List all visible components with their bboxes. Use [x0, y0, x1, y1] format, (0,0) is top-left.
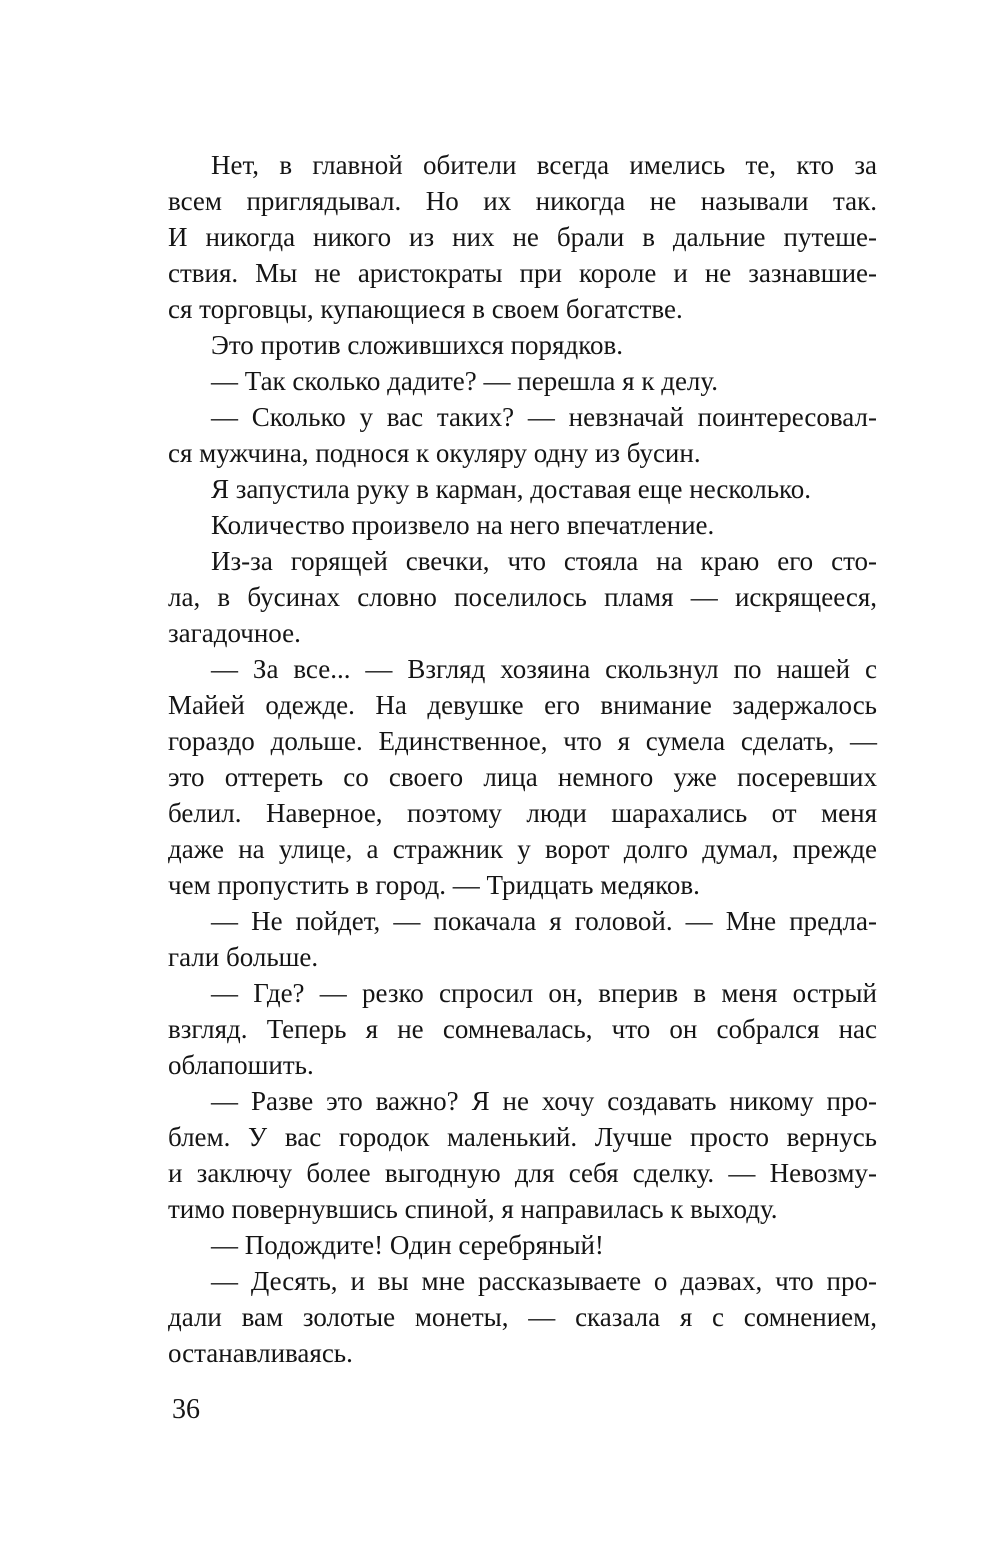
- text-line: Это против сложившихся порядков.: [211, 330, 623, 360]
- text-line: — Десять, и вы мне рассказываете о даэвах, что про-: [211, 1266, 877, 1296]
- text-line: даже на улице, а стражник у ворот долго думал, прежде: [168, 834, 877, 864]
- text-line: облапошить.: [168, 1050, 314, 1080]
- text-line: ла, в бусинах словно поселилось пламя — искрящееся,: [168, 582, 877, 612]
- text-line: — Не пойдет, — покачала я головой. — Мне предла-: [211, 906, 877, 936]
- text-line: чем пропустить в город. — Тридцать медяков.: [168, 870, 700, 900]
- text-line: ствия. Мы не аристократы при короле и не зазнавшие-: [168, 258, 877, 288]
- text-line: останавливаясь.: [168, 1338, 353, 1368]
- text-line: дали вам золотые монеты, — сказала я с сомнением,: [168, 1302, 877, 1332]
- text-line: и заключу более выгодную для себя сделку. — Невозму-: [168, 1158, 877, 1188]
- text-line: — Сколько у вас таких? — невзначай поинтересовал-: [211, 402, 877, 432]
- text-line: ся мужчина, поднося к окуляру одну из бусин.: [168, 438, 701, 468]
- page-number: 36: [172, 1394, 200, 1425]
- text-line: гали больше.: [168, 942, 319, 972]
- text-line: — За все... — Взгляд хозяина скользнул по нашей с: [211, 654, 877, 684]
- text-line: — Подождите! Один серебряный!: [211, 1230, 604, 1260]
- text-line: ся торговцы, купающиеся в своем богатстве.: [168, 294, 683, 324]
- text-line: Количество произвело на него впечатление.: [211, 510, 715, 540]
- text-line: загадочное.: [168, 618, 301, 648]
- text-line: Из-за горящей свечки, что стояла на краю его сто-: [211, 546, 877, 576]
- text-line: — Так сколько дадите? — перешла я к делу.: [211, 366, 718, 396]
- text-line: Майей одежде. На девушке его внимание задержалось: [168, 690, 877, 720]
- text-line: взгляд. Теперь я не сомневалась, что он собрался нас: [168, 1014, 877, 1044]
- text-line: Нет, в главной обители всегда имелись те, кто за: [211, 150, 877, 180]
- text-line: белил. Наверное, поэтому люди шарахались от меня: [168, 798, 877, 828]
- text-line: тимо повернувшись спиной, я направилась к выходу.: [168, 1194, 778, 1224]
- text-line: это оттереть со своего лица немного уже посеревших: [168, 762, 877, 792]
- text-line: — Где? — резко спросил он, вперив в меня острый: [211, 978, 877, 1008]
- text-line: Я запустила руку в карман, доставая еще несколько.: [211, 474, 812, 504]
- text-line: И никогда никого из них не брали в дальние путеше-: [168, 222, 877, 252]
- text-line: — Разве это важно? Я не хочу создавать никому про-: [211, 1086, 877, 1116]
- text-line: гораздо дольше. Единственное, что я сумела сделать, —: [168, 726, 877, 756]
- text-line: всем приглядывал. Но их никогда не называли так.: [168, 186, 877, 216]
- text-line: блем. У вас городок маленький. Лучше просто вернусь: [168, 1122, 877, 1152]
- text-block: [168, 147, 877, 1371]
